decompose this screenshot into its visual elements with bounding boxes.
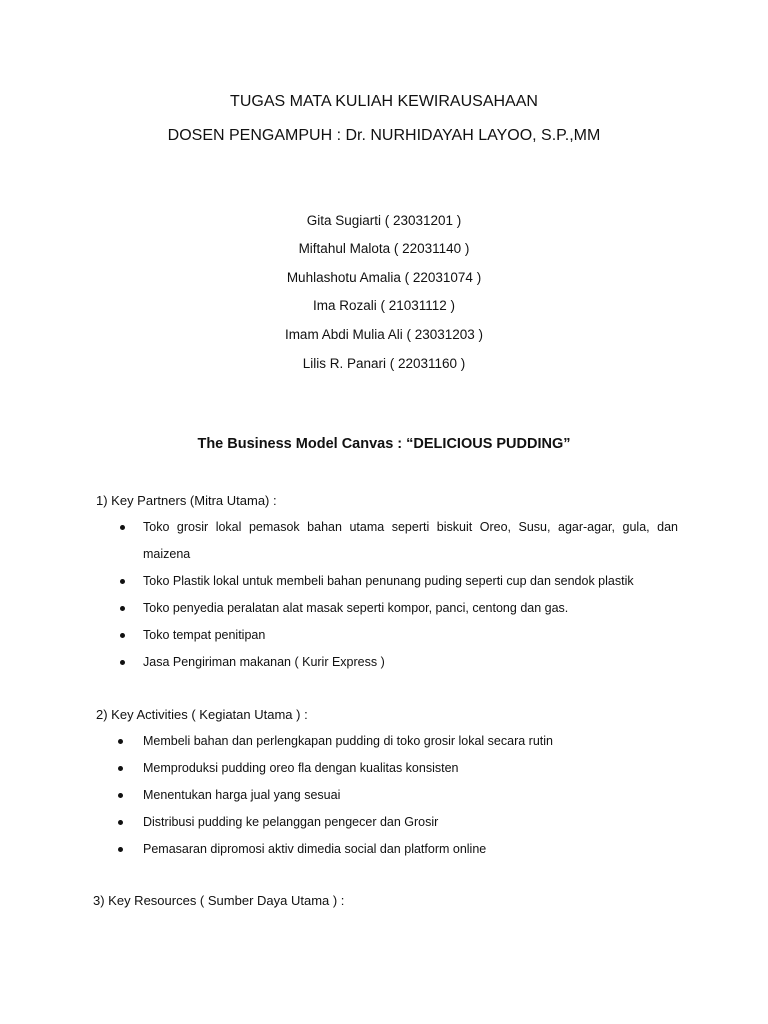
member-name: Lilis R. Panari ( 22031160 ): [302, 356, 466, 371]
member-name: Ima Rozali ( 21031112 ): [312, 298, 456, 313]
member-name: Muhlashotu Amalia ( 22031074 ): [286, 270, 482, 285]
list-item-text: Pemasaran dipromosi aktiv dimedia social dan platform online: [143, 842, 487, 856]
list-item-text: Toko tempat penitipan: [143, 628, 266, 642]
list-item-text: Jasa Pengiriman makanan ( Kurir Express ): [143, 655, 385, 669]
bullet-icon: [120, 579, 125, 584]
member-name: Imam Abdi Mulia Ali ( 23031203 ): [284, 327, 484, 342]
section-heading-key-resources: 3) Key Resources ( Sumber Daya Utama ) :: [93, 893, 345, 908]
list-item: [120, 568, 678, 595]
bullet-icon: [118, 766, 123, 771]
list-item: [118, 836, 678, 863]
list-item: [120, 622, 678, 649]
key-partners-list: [120, 514, 678, 676]
bullet-icon: [118, 847, 123, 852]
list-item: [120, 649, 678, 676]
list-item: [118, 755, 678, 782]
list-item-text: Menentukan harga jual yang sesuai: [143, 788, 341, 802]
bullet-icon: [120, 633, 125, 638]
list-item: [118, 728, 678, 755]
bullet-icon: [120, 525, 125, 530]
list-item: [120, 595, 678, 622]
bullet-icon: [120, 660, 125, 665]
list-item-text: Membeli bahan dan perlengkapan pudding di toko grosir lokal secara rutin: [143, 734, 553, 748]
section-heading-key-activities: 2) Key Activities ( Kegiatan Utama ) :: [96, 707, 308, 722]
member-name: Gita Sugiarti ( 23031201 ): [306, 213, 462, 228]
list-item-text: Distribusi pudding ke pelanggan pengecer dan Grosir: [143, 815, 439, 829]
list-item-text: Toko grosir lokal pemasok bahan utama seperti biskuit Oreo, Susu, agar-agar, gula, dan maizena: [143, 520, 678, 561]
canvas-title: The Business Model Canvas : “DELICIOUS PUDDING”: [197, 436, 571, 452]
section-heading-key-partners: 1) Key Partners (Mitra Utama) :: [96, 493, 277, 508]
bullet-icon: [120, 606, 125, 611]
bullet-icon: [118, 739, 123, 744]
lecturer-line: DOSEN PENGAMPUH : Dr. NURHIDAYAH LAYOO, S.P.,MM: [167, 127, 601, 144]
course-title: TUGAS MATA KULIAH KEWIRAUSAHAAN: [230, 93, 538, 110]
bullet-icon: [118, 820, 123, 825]
list-item: [118, 809, 678, 836]
member-name: Miftahul Malota ( 22031140 ): [298, 241, 470, 256]
key-activities-list: [118, 728, 678, 863]
list-item-text: Memproduksi pudding oreo fla dengan kualitas konsisten: [143, 761, 459, 775]
list-item: [118, 782, 678, 809]
list-item-text: Toko penyedia peralatan alat masak seperti kompor, panci, centong dan gas.: [143, 601, 569, 615]
bullet-icon: [118, 793, 123, 798]
list-item: [120, 514, 678, 568]
list-item-text: Toko Plastik lokal untuk membeli bahan penunang puding seperti cup dan sendok plastik: [143, 574, 634, 588]
